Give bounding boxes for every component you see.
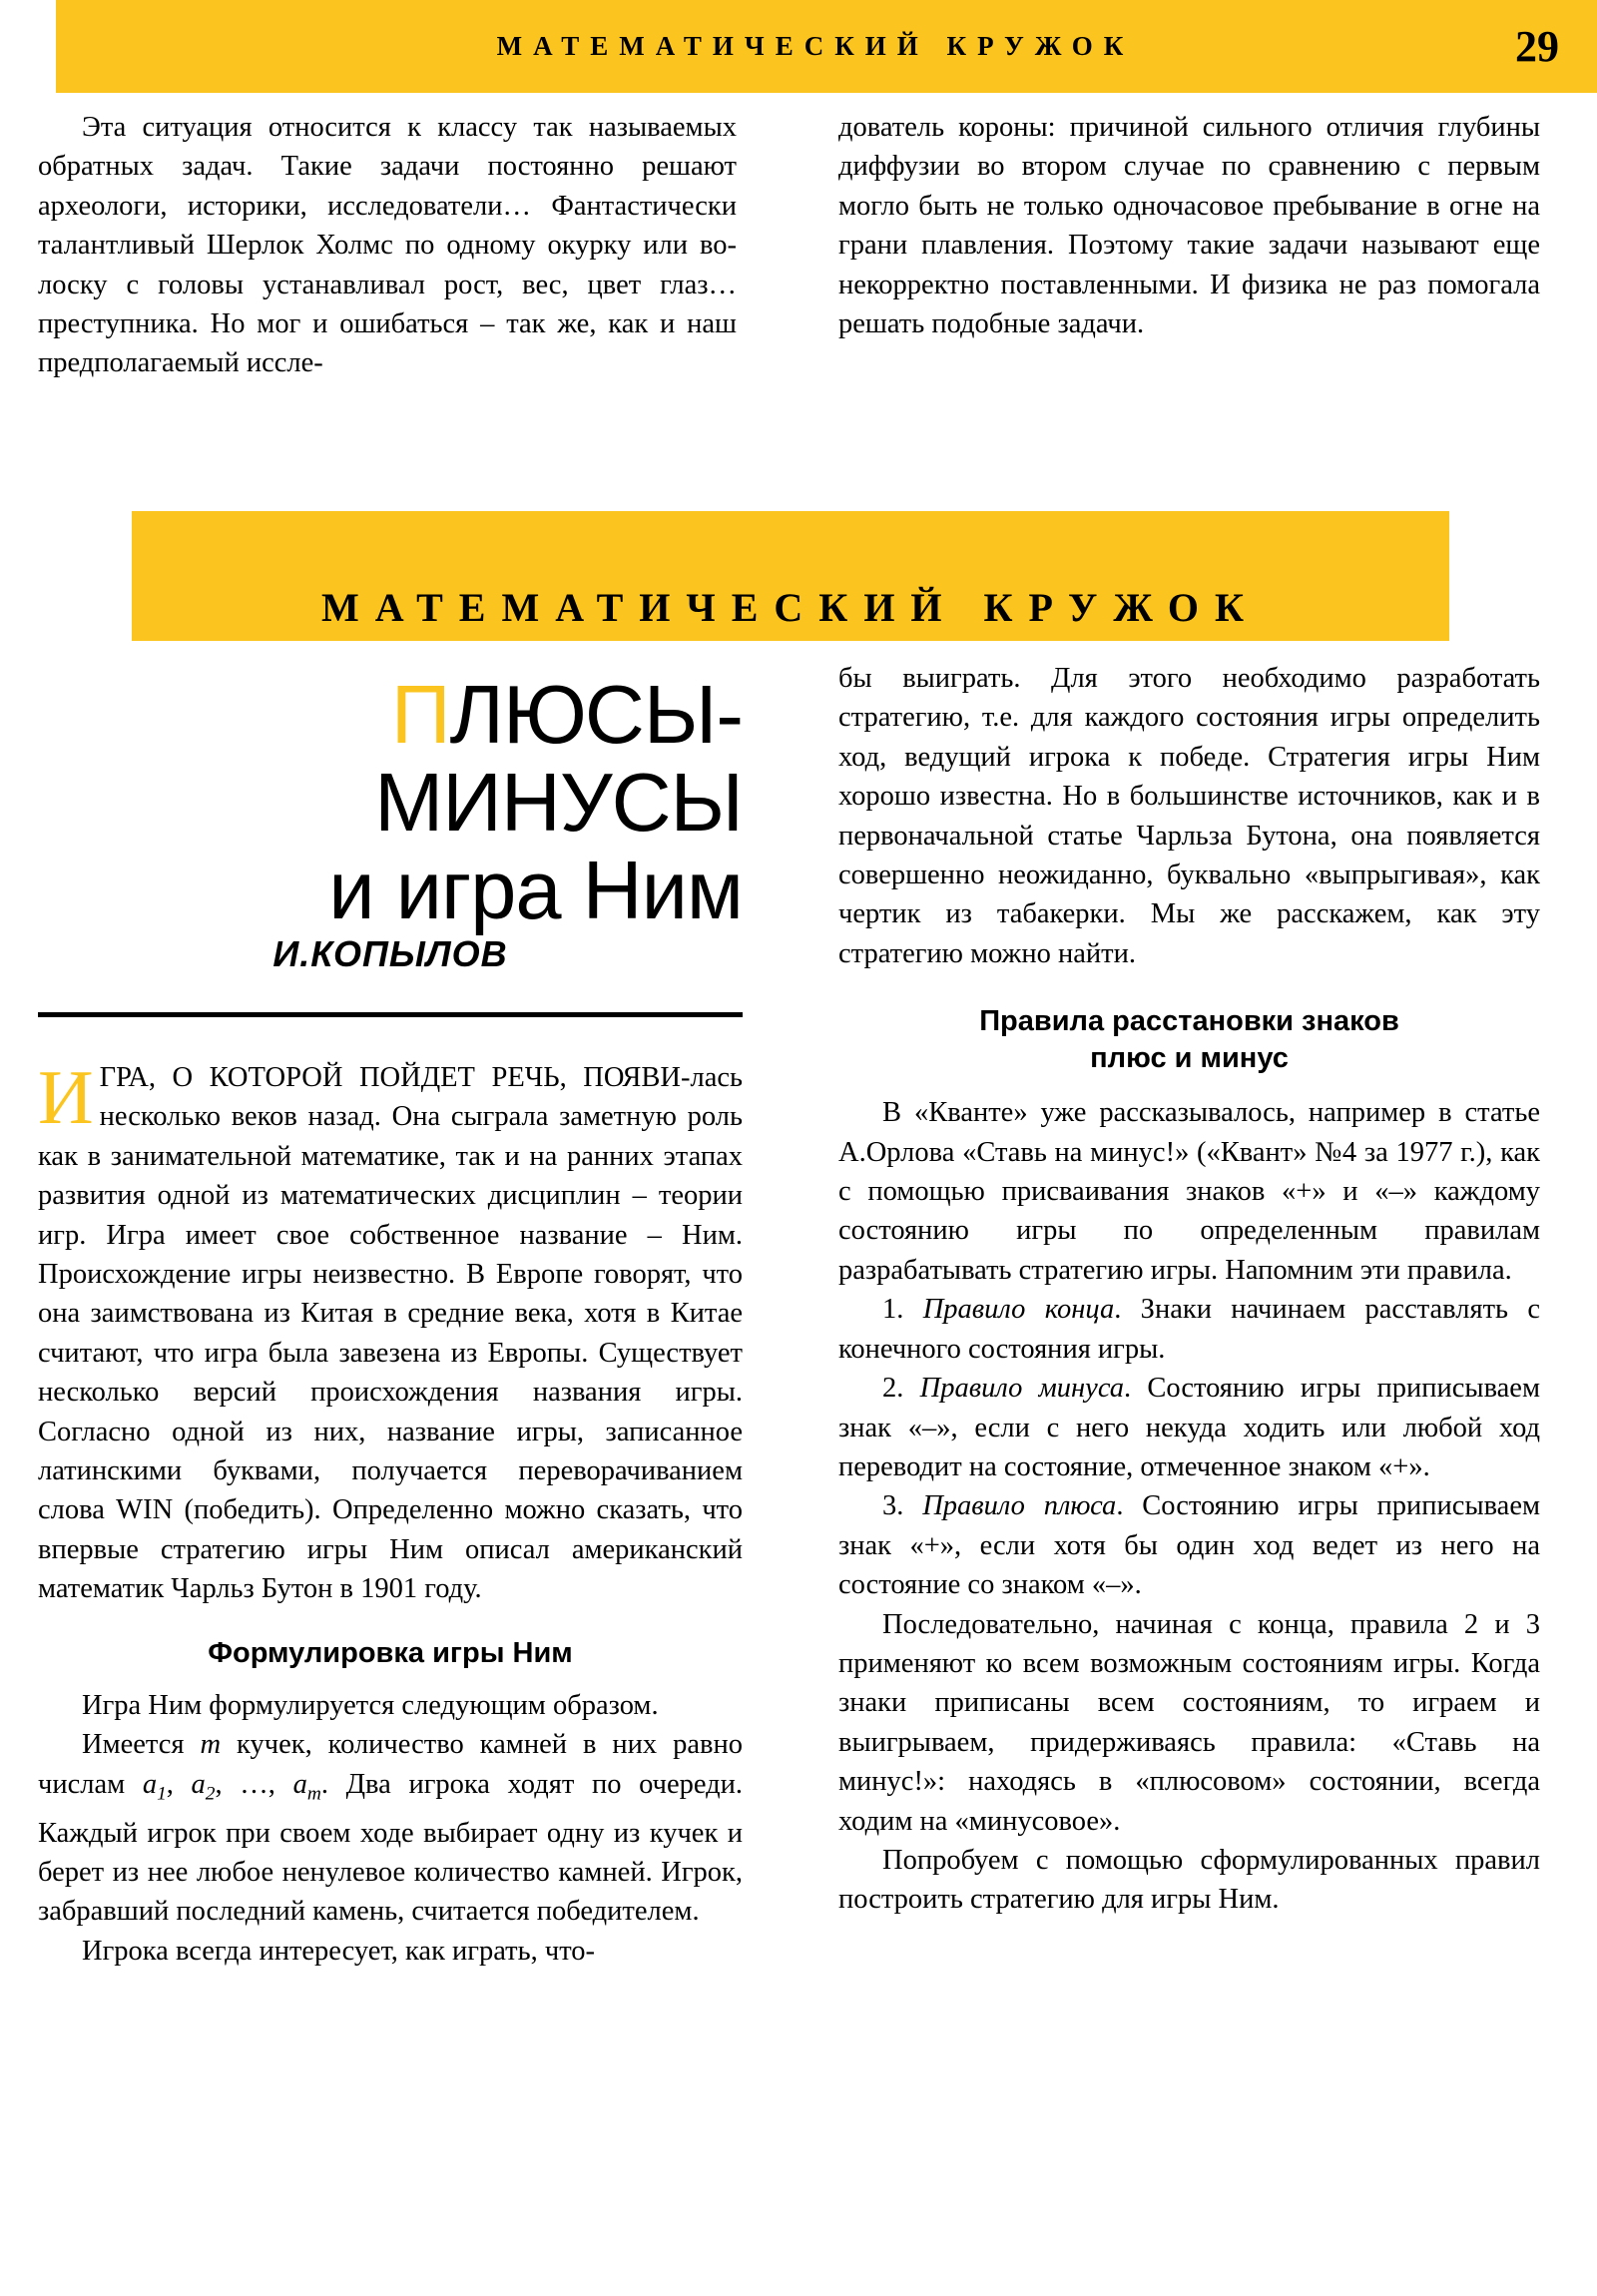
rule-1-name: Правило конца [922, 1294, 1115, 1326]
top-right-column [838, 108, 1540, 343]
math-var-am-subscript: m [306, 1783, 321, 1805]
intro-small-caps: ГРА, О КОТОРОЙ ПОЙДЕТ РЕЧЬ, ПОЯВИ- [99, 1062, 691, 1093]
subheading-formulation: Формулировка игры Ним [208, 1636, 573, 1669]
math-var-a2-subscript: 2 [205, 1783, 216, 1805]
math-var-am-base: a [292, 1768, 307, 1800]
page-number: 29 [1515, 22, 1559, 71]
paragraph-rule-3 [838, 1486, 1540, 1604]
piles-text-3: . Два игрока ходят по очереди. Каждый игрок при своем ходе выбирает одну из кучек и берет из нее любое ненулевое количество камней. Игрок, забравший последний камень, считается победителем. [38, 1768, 744, 1928]
byline-divider [38, 1012, 743, 1017]
paragraph-rule-2 [838, 1369, 1540, 1486]
math-var-am [292, 1768, 321, 1805]
article-author: И.КОПЫЛОВ [272, 933, 508, 974]
math-var-a1 [142, 1768, 167, 1805]
article-right-column [838, 659, 1540, 1920]
rule-2-number: 2. [882, 1373, 920, 1405]
paragraph: дователь короны: причиной сильного отличия глубины диффузии во втором случае по сравнению с первым могло быть не только одночасовое пребывание в огне на грани плавления. Поэтому такие задачи называют еще некорректно поставленными. И физика не раз помогала решать подобные задачи. [838, 112, 1540, 340]
paragraph-rule-1 [838, 1290, 1540, 1369]
rule-2-name: Правило минуса [919, 1373, 1124, 1405]
math-var-a2 [191, 1768, 216, 1805]
rule-3-name: Правило плюса [922, 1490, 1117, 1522]
article-left-column [38, 1054, 744, 1971]
rule-1-number: 1. [882, 1294, 923, 1326]
math-var-a1-base: a [142, 1768, 158, 1800]
rule-1-text: . Знаки начинаем расставлять с конечного состояния игры. [838, 1294, 1540, 1365]
paragraph: бы выиграть. Для этого необходимо разработать стратегию, т.е. для каждого состояния игры определить ход, ведущий игрока к победе. Стратегия игры Ним хорошо известна. Но в большинстве источников, как и в первоначальной статье Чарльза Бутона, она появляется совершенно неожиданно, буквально «выпрыгивая», как чертик из табакерки. Мы же расскажем, как эту стратегию можно найти. [838, 663, 1540, 969]
top-left-column [38, 108, 737, 383]
article-title-line-2: и игра Ним [328, 844, 743, 936]
paragraph: Попробуем с помощью сформулированных правил построить стратегию для игры Ним. [838, 1844, 1540, 1916]
paragraph: Последовательно, начиная с конца, правила 2 и 3 применяют ко всем возможным состояниям игры. Когда знаки приписаны всем состояниям, то играем и выигрываем, придерживаясь правила: «Ставь на минус!»: находясь в «плюсовом» состоянии, всегда ходим на «минусовое». [838, 1608, 1540, 1837]
article-title [38, 668, 743, 936]
math-var-m: m [200, 1729, 222, 1761]
title-initial-cap: П [390, 668, 450, 761]
math-var-a2-base: a [191, 1768, 206, 1800]
math-var-a1-subscript: 1 [157, 1783, 167, 1805]
title-line-1-rest: ЛЮСЫ-МИНУСЫ [374, 668, 743, 849]
drop-cap: И [38, 1054, 94, 1140]
piles-text-2: кучек, количество камней в них равно числам [38, 1729, 743, 1800]
piles-sep-1: , [166, 1768, 192, 1800]
intro-body: лась несколько веков назад. Она сыграла заметную роль как в занимательной математике, так и на ранних этапах развития одной из математических дисциплин – теории игр. Игра имеет свое собственное название – Ним. Происхождение игры неизвестно. В Европе говорят, что она заимствована из Китая в средние века, хотя в Китае считают, что игра была завезена из Европы. Существует несколько версий происхождения названия игры. Согласно одной из них, название игры, записанное латинскими буквами, получается переворачиванием слова WIN (победить). Определенно можно сказать, что впервые стратегию игры Ним описал американский математик Чарльз Бутон в 1901 году. [38, 1062, 743, 1605]
intro-paragraph [38, 1054, 743, 1609]
rule-2-text: . Состоянию игры приписываем знак «–», если с него некуда ходить или любой ход переводит на состояние, отмеченное знаком «+». [838, 1373, 1540, 1482]
page-running-header [56, 0, 1597, 93]
subheading-rules-line-2: плюс и минус [1090, 1042, 1289, 1075]
paragraph-piles [38, 1725, 743, 1932]
article-title-line-1 [38, 668, 743, 849]
section-banner-label: МАТЕМАТИЧЕСКИЙ КРУЖОК [320, 585, 1261, 630]
subheading-rules-line-1: Правила расстановки знаков [979, 1005, 1399, 1038]
section-banner [132, 511, 1449, 641]
piles-sep-2: , …, [215, 1768, 293, 1800]
paragraph: Игрока всегда интересует, как играть, что- [82, 1935, 596, 1967]
rule-3-text: . Состоянию игры приписываем знак «+», если хотя бы один ход ведет из него на состояние со знаком «–». [838, 1490, 1541, 1601]
paragraph: В «Кванте» уже рассказывалось, например в статье А.Орлова «Ставь на минус!» («Квант» №4 за 1977 г.), как с помощью присваивания знаков «+» и «–» каждому состоянию игры по определенным правилам разрабатывать стратегию игры. Напомним эти правила. [838, 1097, 1540, 1286]
running-title: МАТЕМАТИЧЕСКИЙ КРУЖОК [496, 31, 1135, 61]
piles-text-1: Имеется [82, 1729, 201, 1761]
rule-3-number: 3. [882, 1490, 923, 1522]
paragraph: Игра Ним формулируется следующим образом. [82, 1689, 659, 1721]
paragraph: Эта ситуация относится к классу так называемых обратных задач. Такие задачи постоянно решают археологи, историки, исследователи… Фантастически талантливый Шерлок Холмс по одному окурку или волоску с головы устанавливал рост, вес, цвет глаз… преступника. Но мог и ошибаться – так же, как и наш предполагаемый иссле- [38, 112, 737, 379]
subheading-rules [838, 1003, 1540, 1077]
